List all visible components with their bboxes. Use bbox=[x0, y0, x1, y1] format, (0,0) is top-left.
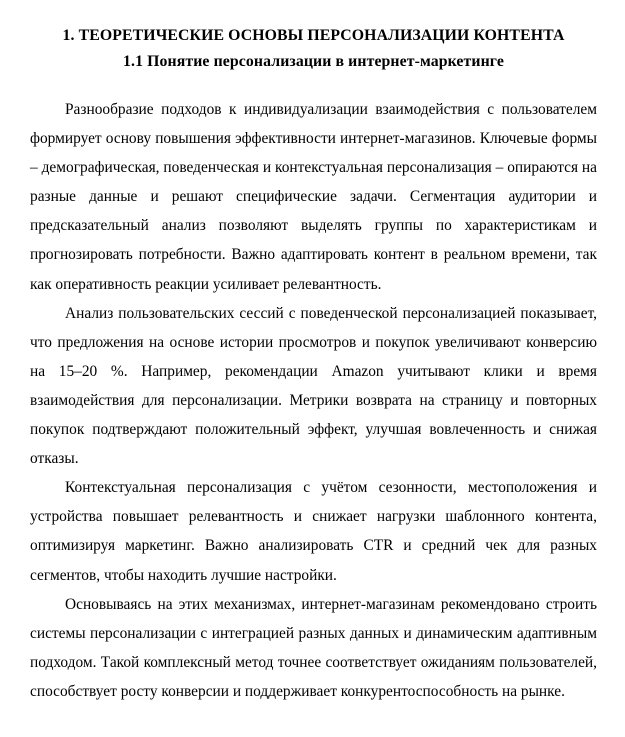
paragraph-4: Основываясь на этих механизмах, интернет-магазинам рекомендовано строить системы персонализации с интеграцией разных данных и динамическим адаптивным подходом. Такой комплексный метод точнее соответствует ожиданиям пользователей, способствует росту конверсии и поддерживает конкурентоспособность на рынке. bbox=[30, 595, 597, 700]
section-heading: 1.1 Понятие персонализации в интернет-маркетинге bbox=[123, 53, 504, 70]
paragraph-2: Анализ пользовательских сессий с поведенческой персонализацией показывает, что предложения на основе истории просмотров и покупок увеличивают конверсию на 15–20 %. Например, рекомендации Amazon учитывают клики и время взаимодействия для персонализации. Метрики возврата на страницу и повторных покупок подтверждают положительный эффект, улучшая вовлеченность и снижая отказы. bbox=[30, 304, 597, 468]
chapter-heading: 1. ТЕОРЕТИЧЕСКИЕ ОСНОВЫ ПЕРСОНАЛИЗАЦИИ КОНТЕНТА bbox=[62, 27, 565, 44]
paragraph-1: Разнообразие подходов к индивидуализации взаимодействия с пользователем формирует основу повышения эффективности интернет-магазинов. Ключевые формы – демографическая, поведенческая и контекстуальная персонализация – опираются на разные данные и решают специфические задачи. Сегментация аудитории и предсказательный анализ позволяют выделять группы по характеристикам и прогнозировать потребности. Важно адаптировать контент в реальном времени, так как оперативность реакции усиливает релевантность. bbox=[30, 101, 597, 293]
paragraph-3: Контекстуальная персонализация с учётом сезонности, местоположения и устройства повышает релевантность и снижает нагрузки шаблонного контента, оптимизируя маркетинг. Важно анализировать CTR и средний чек для разных сегментов, чтобы находить лучшие настройки. bbox=[30, 479, 597, 584]
document-content bbox=[30, 0, 597, 706]
